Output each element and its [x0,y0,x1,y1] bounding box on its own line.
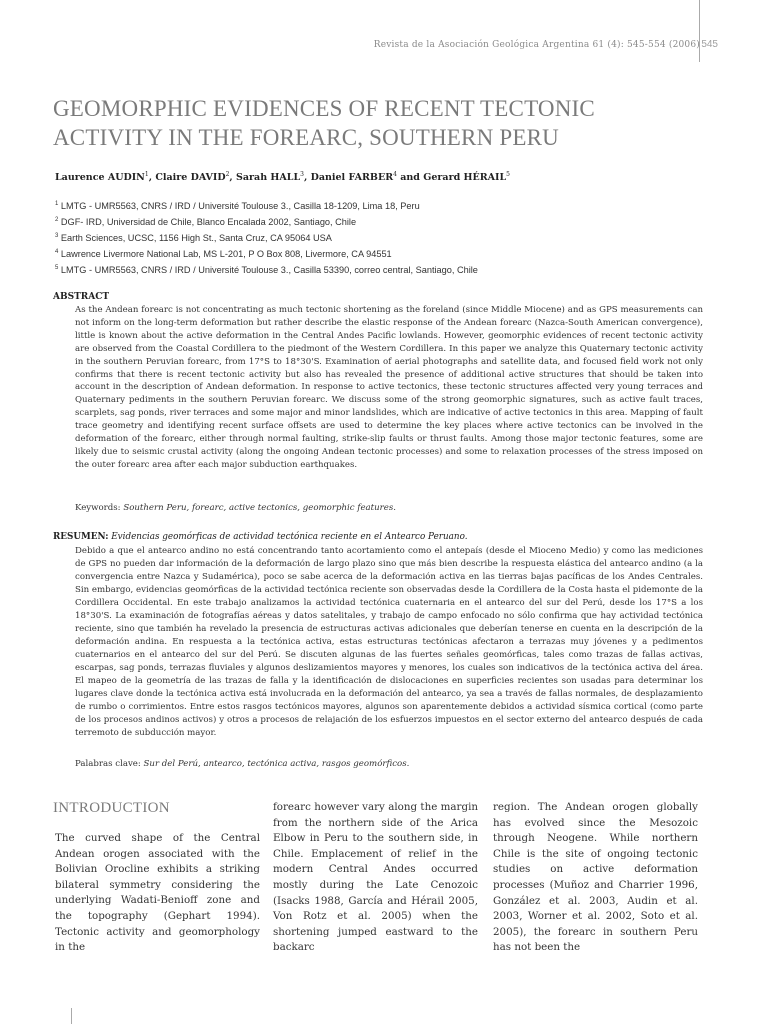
author-name: Sarah HALL [236,172,301,184]
footer-divider [71,1008,72,1024]
author-sup: 5 [506,171,510,178]
author-list [55,171,510,183]
journal-citation: Revista de la Asociación Geológica Argentina 61 (4): 545-554 (2006) [373,40,700,50]
affiliation [55,229,478,245]
affiliation-text: LMTG - UMR5563, CNRS / IRD / Université Toulouse 3., Casilla 53390, correo central, Santiago, Chile [60,265,478,276]
affiliation [55,213,478,229]
author-sup: 2 [225,171,230,178]
keywords [75,503,695,513]
resumen-title: Evidencias geomórficas de actividad tectónica reciente en el Antearco Peruano. [111,532,468,542]
abstract-heading: ABSTRACT [53,292,110,302]
affiliation-sup: 3 [55,233,59,240]
palabras-label: Palabras clave: [75,759,141,769]
keywords-label: Keywords: [75,503,121,513]
affiliation [55,245,478,261]
affiliation [55,197,478,213]
resumen-heading: RESUMEN: [53,532,109,542]
affiliation-sup: 2 [55,217,59,224]
affiliation-text: DGF- IRD, Universidad de Chile, Blanco Encalada 2002, Santiago, Chile [60,217,357,228]
author-sup: 3 [300,171,304,178]
intro-column-3: region. The Andean orogen globally has evolved since the Mesozoic through Neogene. While northern Chile is the site of ongoing tectonic studies on active deformation processes (Muñoz and Charrier 1996, González et al. 2003, Audin et al. 2003, Worner et al. 2002, Soto et al. 2005), the forearc in southern Peru has not been the [493,801,698,954]
keywords-text: Southern Peru, forearc, active tectonics, geomorphic features. [123,503,396,513]
author-name: Gerard HÉRAIL [423,172,507,184]
author-joiner: , [229,172,237,184]
affiliation-text: LMTG - UMR5563, CNRS / IRD / Université Toulouse 3., Casilla 18-1209, Lima 18, Peru [60,201,420,212]
paper-title: GEOMORPHIC EVIDENCES OF RECENT TECTONIC ACTIVITY IN THE FOREARC, SOUTHERN PERU [53,96,595,150]
resumen-body: Debido a que el antearco andino no está concentrando tanto acortamiento como el antepaís (desde el Mioceno Medio) y como las mediciones de GPS no pueden dar información de la deformación de largo plazo sino que más bien describe la respuesta elástica del antearco andino (a la convergencia entre Nazca y Sudamérica), poco se sabe acerca de la deformación activa en las tierras bajas pacíficas de los Andes Centrales. Sin embargo, evidencias geomórficas de la actividad tectónica reciente son observadas desde la Cordillera de la Costa hasta el pidemonte de la Cordillera Occidental. En este trabajo analizamos la actividad tectónica cuaternaria en el antearco del sur del Perú, desde los 17°S a los 18°30'S. La examinación de fotografías aéreas y datos satelitales, y trabajo de campo enfocado no sólo confirma que hay actividad tectónica reciente, sino que también ha revelado la presencia de estructuras activas adicionales que deberían tenerse en cuenta en la descripción de la deformación andina. En respuesta a la tectónica activa, estas estructuras tectónicas afectaron a terrazas muy jóvenes y a pedimentos cuaternarios en el antearco del sur del Perú. Se discuten algunas de las fuertes señales geomórficas, tales como trazas de fallas activas, escarpas, sag ponds, terrazas fluviales y algunos deslizamientos mayores y menores, los cuales son indicativos de la tectónica activa del área. El mapeo de la geometría de las trazas de falla y la identificación de dislocaciones en superficies recientes son usadas para determinar los lugares clave donde la tectónica activa está involucrada en la deformación del antearco, ya sea a través de fallas normales, de desplazamiento de rumbo o corrimientos. Entre estos rasgos tectónicos mayores, algunos son aparentemente debidos a actividad sísmica cortical (como parte de los procesos andinos activos) y otros a procesos de relajación de los esfuerzos impuestos en el sector externo del antearco después de cada terremoto de subducción mayor. [75,546,703,738]
affiliation-sup: 4 [55,249,59,256]
intro-column-1: The curved shape of the Central Andean orogen associated with the Bolivian Orocline exhibits a striking bilateral symmetry considering the underlying Wadati-Benioff zone and the topography (Gephart 1994). Tectonic activity and geomorphology in the [55,832,260,954]
intro-column-2: forearc however vary along the margin from the northern side of the Arica Elbow in Peru to the southern side, in Chile. Emplacement of relief in the modern Central Andes occurred mostly during the Late Cenozoic (Isacks 1988, García and Hérail 2005, Von Rotz et al. 2005) when the shortening jumped eastward to the backarc [273,801,478,954]
author-sup: 1 [144,171,149,178]
author-name: Claire DAVID [155,172,226,184]
affiliation [55,261,478,277]
palabras-text: Sur del Perú, antearco, tectónica activa, rasgos geomórficos. [143,759,410,769]
header-divider [699,0,700,62]
abstract-body: As the Andean forearc is not concentrating as much tectonic shortening as the foreland (since Middle Miocene) and as GPS measurements can not inform on the long-term deformation but rather describe the elastic response of the Andean forearc (Nazca-South American convergence), little is known about the active deformation in the Central Andes Pacific lowlands. However, geomorphic evidences of recent tectonic activity are observed from the Coastal Cordillera to the piedmont of the Western Cordillera. In this paper we analyze this Quaternary tectonic activity in the southern Peruvian forearc, from 17°S to 18°30'S. Examination of aerial photographs and satellite data, and focused field work not only confirms that there is recent tectonic activity but also has revealed the presence of additional active structures that should be taken into account in the description of Andean deformation. In response to active tectonics, these tectonic structures affected very young terraces and Quaternary pediments in the southern Peruvian forearc. We discuss some of the strong geomorphic signatures, such as active fault traces, scarplets, sag ponds, river terraces and some major and minor landslides, which are indicative of active tectonics in this area. Mapping of fault trace geometry and identifying recent surface offsets are used to determine the key places where active tectonics can be involved in the deformation of the forearc, either through normal faulting, strike-slip faults or thrust faults. Among those major tectonic features, some are likely due to seismic crustal activity (along the ongoing Andean tectonic processes) and some to relaxation processes of the stress imposed on the outer forearc area after each major subduction earthquakes. [75,305,703,470]
palabras-clave [75,759,695,769]
author-joiner: and [396,172,424,184]
affiliation-text: Earth Sciences, UCSC, 1156 High St., Santa Cruz, CA 95064 USA [60,233,332,244]
affiliation-sup: 1 [55,201,59,207]
author-joiner: , [148,172,156,184]
affiliation-sup: 5 [55,265,59,272]
author-name: Daniel FARBER [310,172,394,184]
author-sup: 4 [393,171,397,178]
introduction-heading: INTRODUCTION [53,800,170,816]
resumen-heading-line [53,532,693,542]
author-joiner: , [303,172,311,184]
affiliation-text: Lawrence Livermore National Lab, MS L-201, P O Box 808, Livermore, CA 94551 [60,249,392,260]
affiliations [55,197,478,277]
author-name: Laurence AUDIN [55,172,145,184]
page-number: 545 [701,39,718,50]
